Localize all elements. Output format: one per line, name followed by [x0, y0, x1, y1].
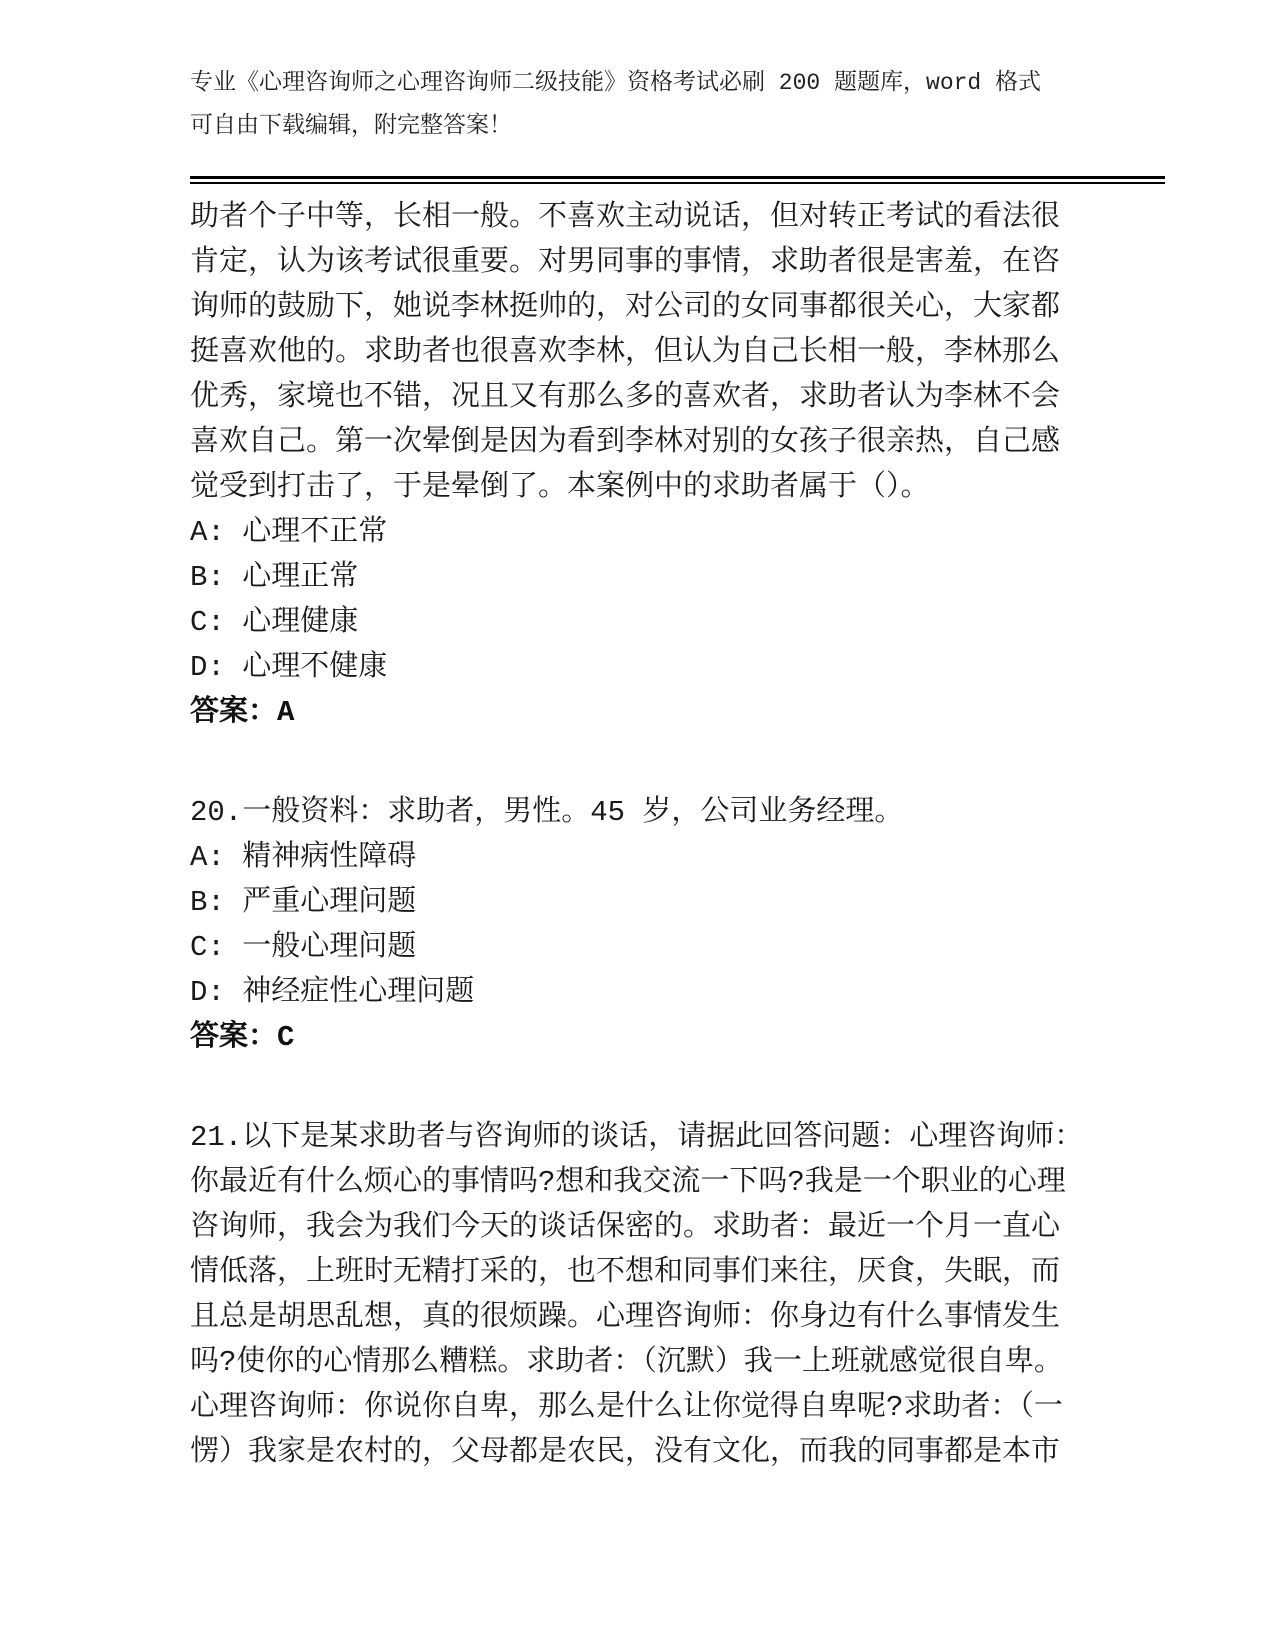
question-19-body-line: 询师的鼓励下，她说李林挺帅的，对公司的女同事都很关心，大家都 [190, 291, 1061, 324]
question-20-block [190, 790, 1085, 1060]
question-21-body-line: 情低落，上班时无精打采的，也不想和同事们来往，厌食，失眠，而 [190, 1256, 1061, 1289]
question-19-body-line: 肯定，认为该考试很重要。对男同事的事情，求助者很是害羞，在咨 [190, 246, 1061, 279]
question-20-title: 20.一般资料：求助者，男性。45 岁，公司业务经理。 [190, 796, 904, 829]
question-21-body [190, 1115, 1085, 1475]
question-19-block [190, 195, 1085, 735]
question-21-body-line: 且总是胡思乱想，真的很烦躁。心理咨询师：你身边有什么事情发生 [190, 1301, 1061, 1334]
page-header [190, 62, 1085, 148]
header-divider-rule [190, 176, 1165, 184]
question-19-body-line: 挺喜欢他的。求助者也很喜欢李林，但认为自己长相一般，李林那么 [190, 336, 1061, 369]
question-21-body-line: 21.以下是某求助者与咨询师的谈话，请据此回答问题：心理咨询师： [190, 1121, 1084, 1154]
header-line-1: 专业《心理咨询师之心理咨询师二级技能》资格考试必刷 200 题题库，word 格式 [190, 70, 1042, 96]
question-21-body-line: 你最近有什么烦心的事情吗?想和我交流一下吗?我是一个职业的心理 [190, 1166, 1066, 1199]
question-19-body-line: 优秀，家境也不错，况且又有那么多的喜欢者，求助者认为李林不会 [190, 381, 1061, 414]
question-19-body [190, 195, 1085, 510]
option-line: D: 心理不健康 [190, 651, 388, 684]
question-21-body-line: 愣）我家是农村的，父母都是农民，没有文化，而我的同事都是本市 [190, 1436, 1061, 1469]
header-line-2: 可自由下载编辑，附完整答案！ [190, 113, 512, 139]
question-21-body-line: 咨询师，我会为我们今天的谈话保密的。求助者：最近一个月一直心 [190, 1211, 1061, 1244]
page-content [0, 62, 1275, 1475]
option-line: D: 神经症性心理问题 [190, 976, 475, 1009]
option-line: B: 心理正常 [190, 561, 359, 594]
question-19-body-line: 觉受到打击了，于是晕倒了。本案例中的求助者属于（）。 [190, 471, 930, 504]
question-19-options [190, 510, 1085, 690]
question-19-body-line: 喜欢自己。第一次晕倒是因为看到李林对别的女孩子很亲热，自己感 [190, 426, 1061, 459]
question-21-body-line: 心理咨询师：你说你自卑，那么是什么让你觉得自卑呢?求助者：（一 [190, 1391, 1063, 1424]
question-21-block [190, 1115, 1085, 1475]
option-line: C: 心理健康 [190, 606, 359, 639]
question-19-body-line: 助者个子中等，长相一般。不喜欢主动说话，但对转正考试的看法很 [190, 201, 1061, 234]
option-line: A: 精神病性障碍 [190, 841, 417, 874]
question-20-answer: 答案：C [190, 1021, 295, 1054]
option-line: A: 心理不正常 [190, 516, 388, 549]
option-line: B: 严重心理问题 [190, 886, 417, 919]
question-20-options [190, 835, 1085, 1015]
option-line: C: 一般心理问题 [190, 931, 417, 964]
document-body [190, 195, 1085, 1475]
question-21-body-line: 吗?使你的心情那么糟糕。求助者：（沉默）我一上班就感觉很自卑。 [190, 1346, 1063, 1379]
question-19-answer: 答案：A [190, 696, 295, 729]
